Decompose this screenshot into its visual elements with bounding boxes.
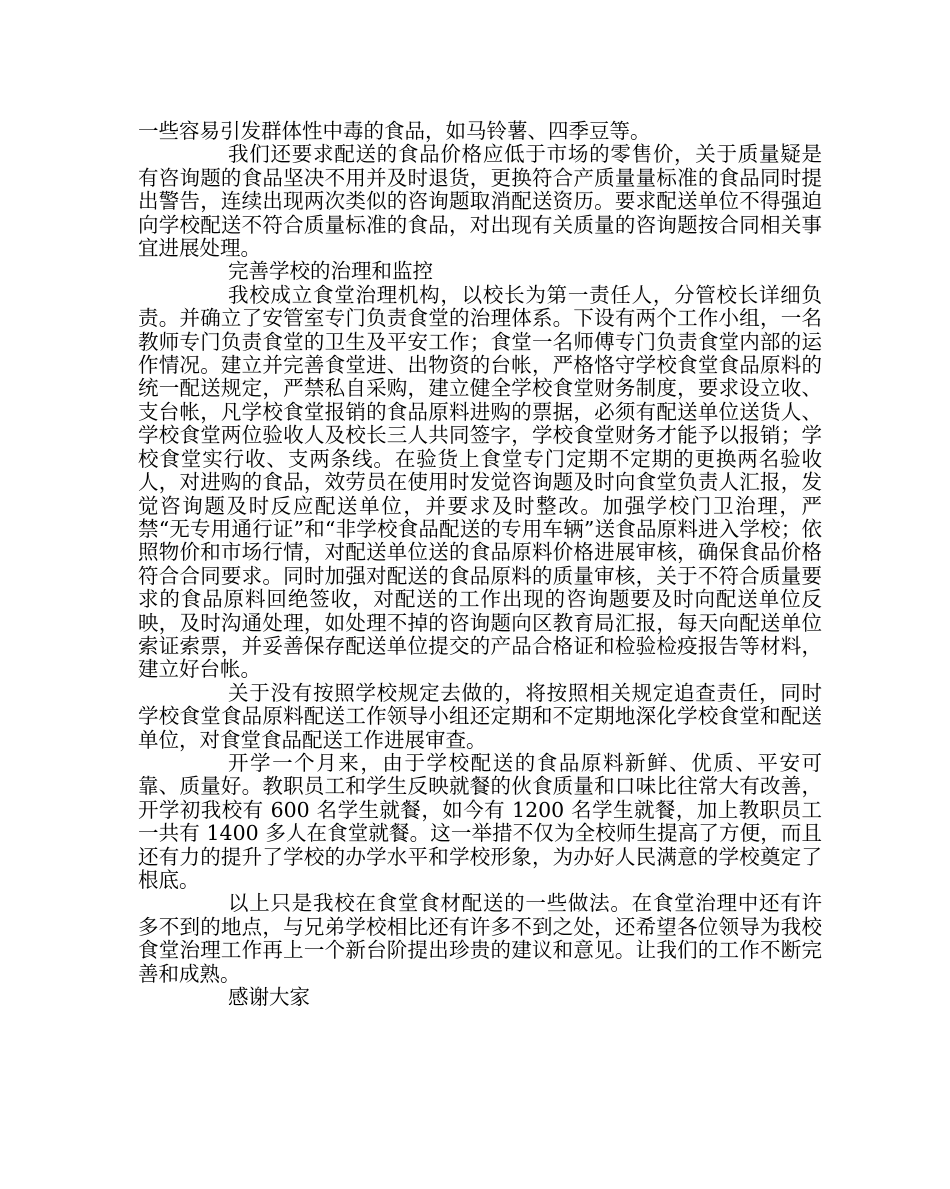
closing-line: 感谢大家	[228, 985, 310, 1010]
paragraph-4: 关于没有按照学校规定去做的，将按照相关规定追查责任，同时学校食堂食品原料配送工作领导小组还定期和不定期地深化学校食堂和配送单位，对食堂食品配送工作进展审查。	[138, 680, 822, 752]
document-body	[138, 120, 822, 1009]
paragraph-5: 开学一个月来，由于学校配送的食品原料新鲜、优质、平安可靠、质量好。教职员工和学生反映就餐的伙食质量和口味比往常大有改善，开学初我校有 600 名学生就餐，如今有 1200 名学生就餐，加上教职员工一共有 1400 多人在食堂就餐。这一举措不仅为全校师生提高了方便，而且还有力的提升了学校的办学水平和学校形象，为办好人民满意的学校奠定了根底。	[138, 750, 822, 892]
paragraph-6: 以上只是我校在食堂食材配送的一些做法。在食堂治理中还有许多不到的地点，与兄弟学校相比还有许多不到之处，还希望各位领导为我校食堂治理工作再上一个新台阶提出珍贵的建议和意见。让我们的工作不断完善和成熟。	[138, 891, 822, 986]
paragraph-2: 我们还要求配送的食品价格应低于市场的零售价，关于质量疑是有咨询题的食品坚决不用并及时退货，更换符合产质量量标准的食品同时提出警告，连续出现两次类似的咨询题取消配送资历。要求配送单位不得强迫向学校配送不符合质量标准的食品，对出现有关质量的咨询题按合同相关事宜进展处理。	[138, 142, 822, 261]
paragraph-1: 一些容易引发群体性中毒的食品，如马铃薯、四季豆等。	[138, 119, 651, 143]
section-heading: 完善学校的治理和监控	[228, 259, 433, 284]
paragraph-3: 我校成立食堂治理机构，以校长为第一责任人，分管校长详细负责。并确立了安管室专门负责食堂的治理体系。下设有两个工作小组，一名教师专门负责食堂的卫生及平安工作；食堂一名师傅专门负责食堂内部的运作情况。建立并完善食堂进、出物资的台帐，严格恪守学校食堂食品原料的统一配送规定，严禁私自采购，建立健全学校食堂财务制度，要求设立收、支台帐，凡学校食堂报销的食品原料进购的票据，必须有配送单位送货人、学校食堂两位验收人及校长三人共同签字，学校食堂财务才能予以报销；学校食堂实行收、支两条线。在验货上食堂专门定期不定期的更换两名验收人，对进购的食品，效劳员在使用时发觉咨询题及时向食堂负责人汇报，发觉咨询题及时反应配送单位，并要求及时整改。加强学校门卫治理，严禁“无专用通行证”和“非学校食品配送的专用车辆”送食品原料进入学校；依照物价和市场行情，对配送单位送的食品原料价格进展审核，确保食品价格符合合同要求。同时加强对配送的食品原料的质量审核，关于不符合质量要求的食品原料回绝签收，对配送的工作出现的咨询题要及时向配送单位反映，及时沟通处理，如处理不掉的咨询题向区教育局汇报，每天向配送单位索证索票，并妥善保存配送单位提交的产品合格证和检验检疫报告等材料，建立好台帐。	[138, 282, 822, 682]
